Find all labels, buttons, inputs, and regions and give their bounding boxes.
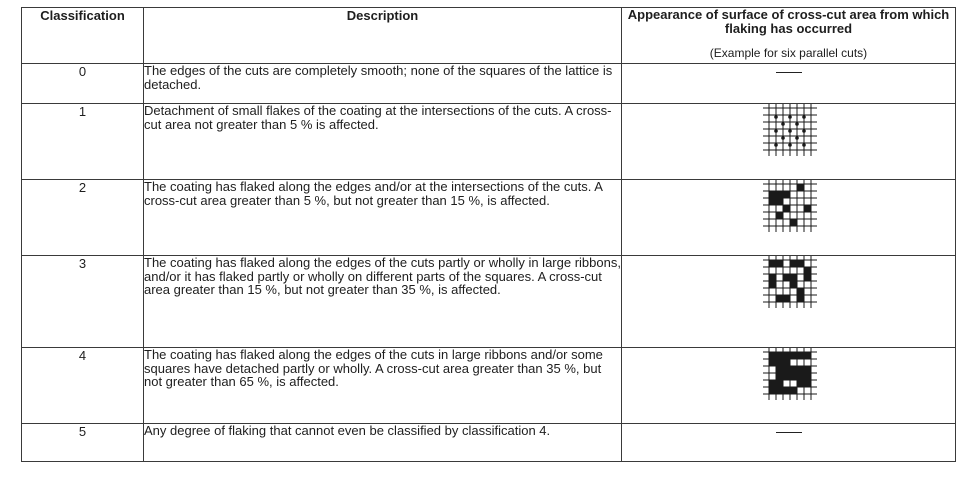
cross-cut-grid-level-3-icon bbox=[761, 256, 817, 308]
table-row bbox=[22, 348, 956, 424]
table-header-row bbox=[22, 8, 956, 64]
flaked-area bbox=[790, 281, 797, 288]
table-row bbox=[22, 104, 956, 180]
classification-table bbox=[21, 7, 956, 462]
cross-cut-grid-level-1-icon bbox=[761, 104, 817, 156]
cross-cut-grid-level-4-icon bbox=[761, 348, 817, 400]
header-appearance-note: (Example for six parallel cuts) bbox=[709, 46, 868, 60]
dash-icon bbox=[776, 432, 802, 433]
row-appearance bbox=[622, 348, 956, 424]
row-appearance bbox=[622, 64, 956, 104]
row-classification: 0 bbox=[22, 64, 144, 104]
row-description: Detachment of small flakes of the coating at the intersections of the cuts. A cross-cut area not greater than 5 % is affected. bbox=[144, 104, 622, 180]
table-row bbox=[22, 424, 956, 462]
row-classification: 5 bbox=[22, 424, 144, 462]
flaked-area bbox=[790, 219, 797, 226]
row-appearance bbox=[622, 424, 956, 462]
row-classification: 4 bbox=[22, 348, 144, 424]
header-appearance bbox=[622, 8, 956, 64]
row-classification: 3 bbox=[22, 256, 144, 348]
dash-icon bbox=[776, 72, 802, 73]
table-row bbox=[22, 180, 956, 256]
row-appearance bbox=[622, 180, 956, 256]
row-description: The coating has flaked along the edges and/or at the intersections of the cuts. A cross-cut area greater than 5 %, but not greater than 15 %, is affected. bbox=[144, 180, 622, 256]
flaked-area bbox=[776, 212, 783, 219]
row-description: The edges of the cuts are completely smooth; none of the squares of the lattice is detached. bbox=[144, 64, 622, 104]
row-description: Any degree of flaking that cannot even be classified by classification 4. bbox=[144, 424, 622, 462]
flaked-area bbox=[769, 198, 776, 205]
row-appearance bbox=[622, 256, 956, 348]
cross-cut-grid-level-2-icon bbox=[761, 180, 817, 232]
header-appearance-title: Appearance of surface of cross-cut area from which flaking has occurred bbox=[627, 7, 950, 36]
flaked-area bbox=[804, 352, 811, 359]
flaked-area bbox=[804, 205, 811, 212]
table-row bbox=[22, 256, 956, 348]
row-description: The coating has flaked along the edges of the cuts partly or wholly in large ribbons, and/or it has flaked partly or wholly on different parts of the squares. A cross-cut area greater than 15 %, but not greater than 35 %, is affected. bbox=[144, 256, 622, 348]
header-classification: Classification bbox=[22, 8, 144, 64]
row-classification: 2 bbox=[22, 180, 144, 256]
row-classification: 1 bbox=[22, 104, 144, 180]
row-appearance bbox=[622, 104, 956, 180]
flaked-area bbox=[783, 205, 790, 212]
flaked-area bbox=[797, 184, 804, 191]
flaked-area bbox=[783, 191, 790, 198]
row-description: The coating has flaked along the edges of the cuts in large ribbons and/or some squares have detached partly or wholly. A cross-cut area greater than 35 %, but not greater than 65 %, is affected. bbox=[144, 348, 622, 424]
header-description: Description bbox=[144, 8, 622, 64]
table-row bbox=[22, 64, 956, 104]
